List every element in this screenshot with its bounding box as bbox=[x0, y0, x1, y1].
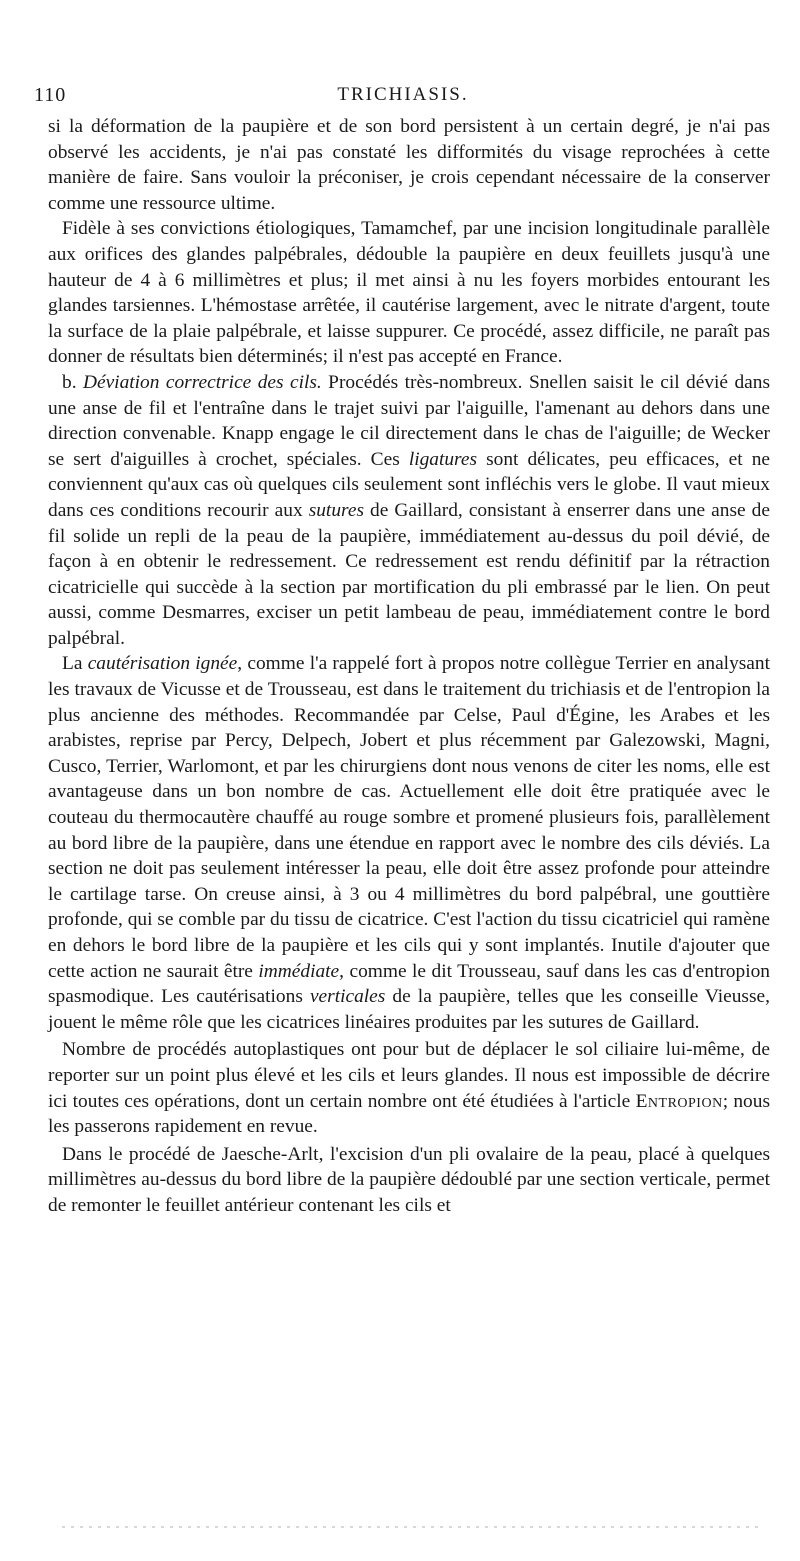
text-run: Procédés très-nombreux. Snellen saisit le cil dévié dans une anse de fil et l'entraîne dans le trajet suivi par l'aiguille, l'amenant au dehors dans une direction convenable. Knapp engage le cil directement dans le chas de l'aiguille; de Wecker se sert d'aiguilles à crochet, spéciales. Ces bbox=[48, 371, 770, 470]
smallcaps-text: Entropion bbox=[635, 1090, 723, 1112]
text-run: Fidèle à ses convictions étiologiques, Tamamchef, par une incision longitudinale parallèle aux orifices des glandes palpébrales, dédouble la paupière en deux feuillets jusqu'à une hauteur de 4 à 6 millimètres et plus; il met ainsi à nu les foyers morbides entourant les glandes tarsiennes. L'hémostase arrêtée, il cautérise largement, avec le nitrate d'argent, toute la surface de la plaie palpébrale, et laisse suppurer. Ce procédé, assez difficile, ne paraît pas donner de résultats bien déterminés; il n'est pas accepté en France. bbox=[48, 218, 770, 368]
paragraph bbox=[48, 1142, 770, 1219]
text-run: Nombre de procédés autoplastiques ont pour but de déplacer le sol ciliaire lui-même, de reporter sur un point plus élevé et les cils et leurs glandes. Il nous est impossible de décrire ici toutes ces opérations, dont un certain nombre ont été étudiées à l'article bbox=[48, 1039, 770, 1112]
page-header bbox=[34, 84, 772, 114]
italic-text: Déviation correctrice des cils. bbox=[82, 371, 322, 393]
paragraph bbox=[48, 216, 770, 370]
page-number: 110 bbox=[34, 84, 67, 106]
text-run: de la paupière, telles que les conseille Vieusse, jouent le même rôle que les cicatrices linéaires produites par les sutures de Gaillard. bbox=[48, 986, 770, 1033]
paragraph bbox=[48, 651, 770, 1035]
text-run: , comme le dit Trousseau, sauf dans les cas d'entropion spasmodique. Les cautérisations bbox=[48, 960, 770, 1008]
italic-text: ligatures bbox=[408, 448, 478, 470]
italic-text: verticales bbox=[309, 986, 386, 1008]
paragraph bbox=[48, 1037, 770, 1139]
text-run: si la déformation de la paupière et de son bord persistent à un certain degré, je n'ai pas observé les accidents, je n'ai pas constaté les difformités du visage reprochées à cette manière de faire. Sans vouloir la préconiser, je crois cependant nécessaire de la conserver comme une ressource ultime. bbox=[48, 116, 770, 214]
italic-text: immédiate bbox=[258, 960, 340, 982]
italic-text: cautérisation ignée bbox=[87, 653, 238, 675]
text-run: b. bbox=[62, 371, 83, 393]
bottom-print-artifact bbox=[62, 1526, 762, 1528]
text-run: Dans le procédé de Jaesche-Arlt, l'excision d'un pli ovalaire de la peau, placé à quelques millimètres au-dessus du bord libre de la paupière dédoublé par une section verticale, permet de remonter le feuillet antérieur contenant les cils et bbox=[48, 1143, 770, 1216]
paragraph bbox=[48, 370, 770, 652]
text-run: de Gaillard, consistant à enserrer dans une anse de fil solide un repli de la peau de la paupière, immédiatement au-dessus du poil dévié, de façon à en obtenir le redressement. Ce redressement est rendu définitif par la rétraction cicatricielle qui succède à la section par mortification du pli embrassé par le lien. On peut aussi, comme Desmarres, exciser un petit lambeau de peau, immédiatement contre le bord palpébral. bbox=[48, 499, 770, 649]
text-run: , comme l'a rappelé fort à propos notre collègue Terrier en analysant les travaux de Vicusse et de Trousseau, est dans le traitement du trichiasis et de l'entropion la plus ancienne des méthodes. Recommandée par Celse, Paul d'Égine, les Arabes et les arabistes, reprise par Percy, Delpech, Jobert et plus récemment par Galezowski, Magni, Cusco, Terrier, Warlomont, et par les chirurgiens dont nous venons de citer les noms, elle est avantageuse dans un bon nombre de cas. Actuellement elle doit être pratiquée avec le couteau du thermocautère chauffé au rouge sombre et promené plusieurs fois, parallèlement au bord libre de la paupière, dans une étendue en rapport avec le nombre des cils déviés. La section ne doit pas seulement intéresser la peau, elle doit être assez profonde pour atteindre le cartilage tarse. On creuse ainsi, à 3 ou 4 millimètres du bord palpébral, une gouttière profonde, qui se comble par du tissu de cicatrice. C'est l'action du tissu cicatriciel qui ramène en dehors le bord libre de la paupière et les cils qui y sont implantés. Inutile d'ajouter que cette action ne saurait être bbox=[48, 653, 770, 982]
running-title: TRICHIASIS. bbox=[337, 84, 469, 105]
paragraph bbox=[48, 114, 770, 216]
body-text bbox=[48, 114, 770, 1219]
italic-text: sutures bbox=[308, 499, 364, 521]
text-run: sont délicates, peu efficaces, et ne conviennent qu'aux cas où quelques cils seulement sont infléchis vers le globe. Il vaut mieux dans ces conditions recourir aux bbox=[48, 448, 771, 521]
text-run: La bbox=[62, 653, 88, 675]
text-run: ; nous les passerons rapidement en revue. bbox=[48, 1090, 770, 1138]
